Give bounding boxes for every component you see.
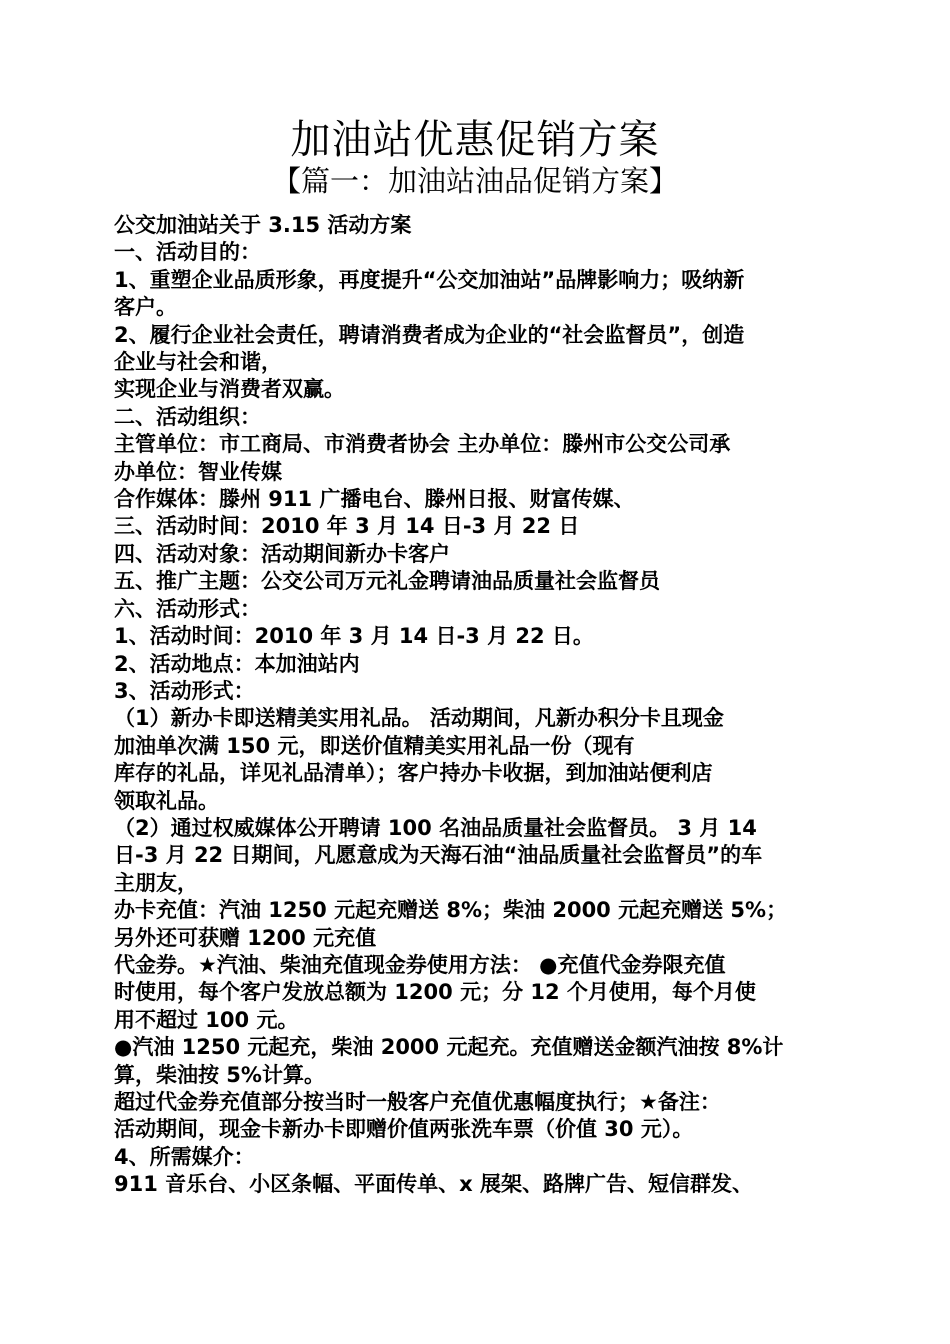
body-line: 超过代金券充值部分按当时一般客户充值优惠幅度执行；★备注： [114,1090,721,1114]
body-line: 办卡充值：汽油 1250 元起充赠送 8%；柴油 2000 元起充赠送 5%； [114,898,788,923]
document-subtitle: 【篇一：加油站油品促销方案】 [271,164,678,198]
body-line: 一、活动目的： [114,240,261,265]
body-line: （2）通过权威媒体公开聘请 100 名油品质量社会监督员。 3 月 14 [114,815,757,840]
body-line: 三、活动时间：2010 年 3 月 14 日-3 月 22 日 [114,514,580,539]
body-line: 日-3 月 22 日期间，凡愿意成为天海石油“油品质量社会监督员”的车 [114,843,763,868]
body-line: 1、重塑企业品质形象，再度提升“公交加油站”品牌影响力；吸纳新 [114,267,745,292]
body-line: 实现企业与消费者双赢。 [114,377,345,402]
body-line: 另外还可获赠 1200 元充值 [114,925,377,950]
body-line: 公交加油站关于 3.15 活动方案 [114,213,412,237]
body-line: 时使用，每个客户发放总额为 1200 元；分 12 个月使用，每个月使 [114,980,756,1005]
body-line: 合作媒体：滕州 911 广播电台、滕州日报、财富传媒、 [114,487,635,512]
body-line: 五、推广主题：公交公司万元礼金聘请油品质量社会监督员 [114,569,660,594]
body-line: 3、活动形式： [114,678,255,703]
body-line: 主管单位：市工商局、市消费者协会 主办单位：滕州市公交公司承 [114,432,731,457]
document-title: 加油站优惠促销方案 [290,117,660,163]
body-line: 算，柴油按 5%计算。 [114,1062,325,1087]
body-line: 2、活动地点：本加油站内 [114,651,360,676]
body-line: 客户。 [114,295,177,320]
body-line: 2、履行企业社会责任，聘请消费者成为企业的“社会监督员”，创造 [114,322,745,347]
body-line: 加油单次满 150 元，即送价值精美实用礼品一份（现有 [114,733,635,758]
body-line: 1、活动时间：2010 年 3 月 14 日-3 月 22 日。 [114,624,594,649]
body-line: 四、活动对象：活动期间新办卡客户 [114,541,450,566]
body-line: 代金券。★汽油、柴油充值现金券使用方法： ●充值代金券限充值 [114,952,726,977]
body-line: 主朋友， [114,870,198,895]
body-line: 911 音乐台、小区条幅、平面传单、x 展架、路牌广告、短信群发、 [114,1172,754,1197]
body-line: ●汽油 1250 元起充，柴油 2000 元起充。充值赠送金额汽油按 8%计 [114,1035,784,1060]
body-line: 4、所需媒介： [114,1144,255,1169]
body-line: 领取礼品。 [114,788,219,813]
body-line: 用不超过 100 元。 [114,1007,299,1032]
body-line: 六、活动形式： [114,596,261,621]
body-line: 库存的礼品，详见礼品清单）；客户持办卡收据，到加油站便利店 [114,761,713,786]
body-line: （1）新办卡即送精美实用礼品。 活动期间，凡新办积分卡且现金 [114,706,724,731]
body-line: 二、活动组织： [114,404,261,429]
body-line: 企业与社会和谐， [114,350,282,375]
body-line: 活动期间，现金卡新办卡即赠价值两张洗车票（价值 30 元）。 [114,1117,694,1142]
body-line: 办单位：智业传媒 [114,459,282,484]
document-body [114,212,834,1199]
